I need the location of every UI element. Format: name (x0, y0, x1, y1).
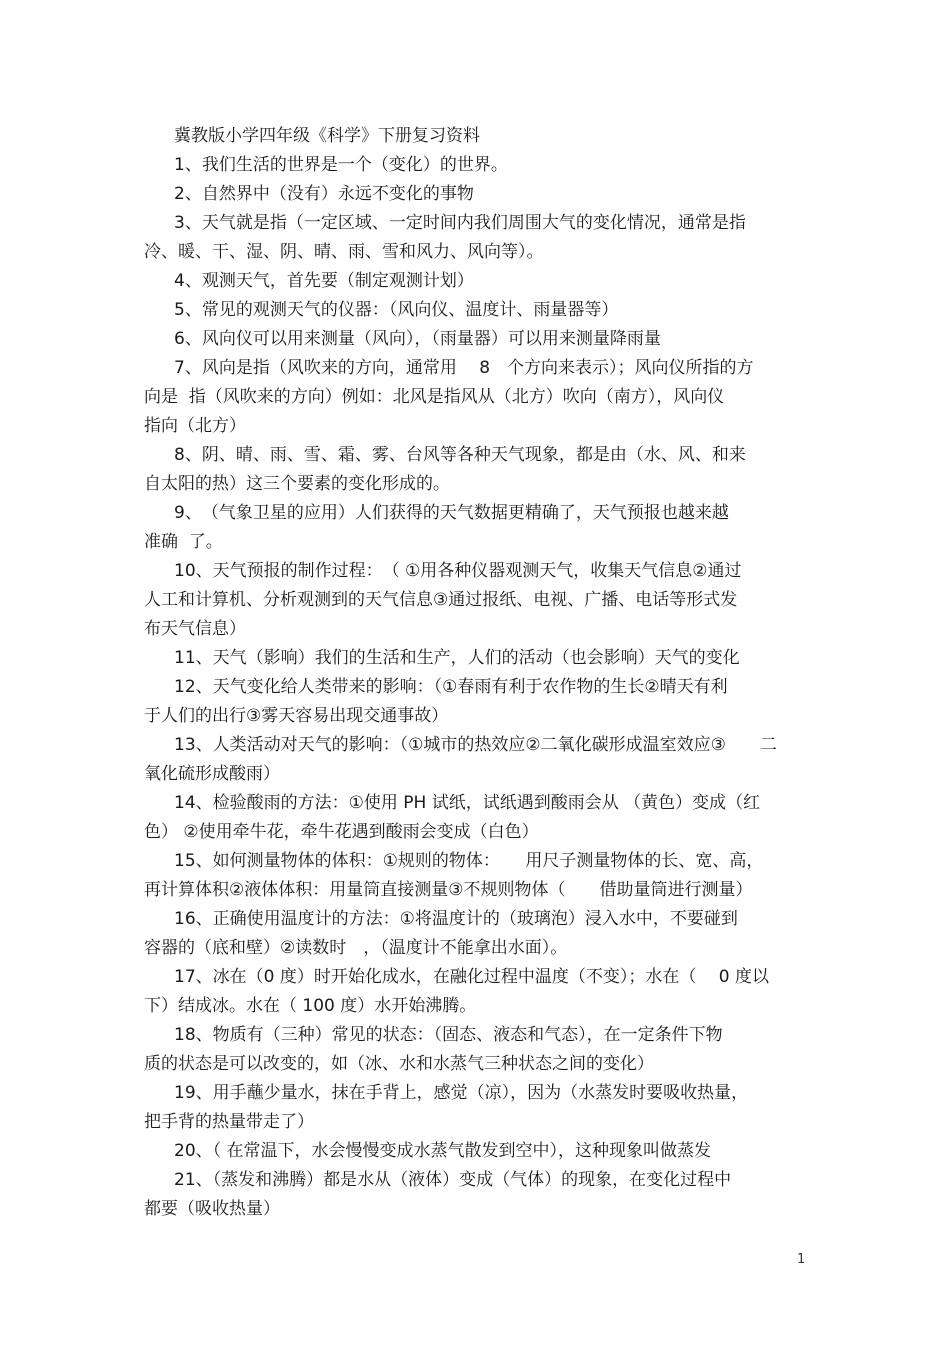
paragraph-line: 17、冰在（0 度）时开始化成水，在融化过程中温度（不变）；水在（ 0 度以 (174, 967, 769, 987)
paragraph-line: 布天气信息） (144, 619, 246, 639)
paragraph (144, 1079, 806, 1137)
paragraph-line: 于人们的出行③雾天容易出现交通事故） (144, 706, 449, 726)
paragraph (144, 325, 806, 354)
paragraph (144, 151, 806, 180)
paragraph-line: 质的状态是可以改变的，如（冰、水和水蒸气三种状态之间的变化） (144, 1054, 654, 1074)
paragraph-line: 氧化硫形成酸雨） (144, 764, 280, 784)
paragraph (144, 267, 806, 296)
paragraph-line: 11、天气（影响）我们的生活和生产，人们的活动（也会影响）天气的变化 (174, 648, 740, 668)
paragraph (144, 847, 806, 905)
paragraph-line: 18、物质有（三种）常见的状态：（固态、液态和气态），在一定条件下物 (174, 1025, 723, 1045)
paragraph-line: 人工和计算机、分析观测到的天气信息③通过报纸、电视、广播、电话等形式发 (144, 590, 738, 610)
paragraph-line: 把手背的热量带走了） (144, 1112, 314, 1132)
paragraph-line: 10、天气预报的制作过程： （ ①用各种仪器观测天气，收集天气信息②通过 (174, 561, 742, 581)
document-title: 冀教版小学四年级《科学》下册复习资料 (174, 126, 480, 146)
paragraph-line: 2、自然界中（没有）永远不变化的事物 (174, 184, 474, 204)
paragraph-line: 12、天气变化给人类带来的影响：（①春雨有利于农作物的生长②晴天有利 (174, 677, 728, 697)
paragraph-line: 7、风向是指（风吹来的方向，通常用 8 个方向来表示）；风向仪所指的方 (174, 358, 754, 378)
paragraph-line: 8、阴、晴、雨、雪、霜、雾、台风等各种天气现象，都是由（水、风、和来 (174, 445, 746, 465)
paragraph (144, 963, 806, 1021)
paragraph-line: 冷、暖、干、湿、阴、晴、雨、雪和风力、风向等）。 (144, 242, 544, 262)
paragraph (144, 296, 806, 325)
paragraph (144, 557, 806, 644)
page-number: 1 (797, 1252, 806, 1267)
paragraph (144, 1166, 806, 1224)
paragraph-line: 都要（吸收热量） (144, 1199, 280, 1219)
paragraph (144, 905, 806, 963)
paragraph (144, 731, 806, 789)
paragraph-line: 自太阳的热）这三个要素的变化形成的。 (144, 474, 450, 494)
paragraph-line: 容器的（底和壁）②读数时 ，（温度计不能拿出水面）。 (144, 938, 568, 958)
paragraph-line: 准确 了。 (144, 532, 223, 552)
paragraph-line: 下）结成冰。水在（ 100 度）水开始沸腾。 (144, 996, 477, 1016)
paragraph-line: 19、用手蘸少量水，抹在手背上，感觉（凉），因为（水蒸发时要吸收热量， (174, 1083, 749, 1103)
paragraph-line: 15、如何测量物体的体积：①规则的物体： 用尺子测量物体的长、宽、高， (174, 851, 764, 871)
paragraph-line: 14、检验酸雨的方法：①使用 PH 试纸，试纸遇到酸雨会从 （黄色）变成（红 (174, 793, 761, 813)
paragraph (144, 209, 806, 267)
paragraph-list (144, 151, 806, 1224)
paragraph-line: 13、人类活动对天气的影响：（①城市的热效应②二氧化碳形成温室效应③ 二 (174, 735, 777, 755)
paragraph (144, 1021, 806, 1079)
paragraph-line: 3、天气就是指（一定区域、一定时间内我们周围大气的变化情况，通常是指 (174, 213, 746, 233)
paragraph-line: 向是 指（风吹来的方向）例如：北风是指风从（北方）吹向（南方），风向仪 (144, 387, 725, 407)
paragraph-line: 1、我们生活的世界是一个（变化）的世界。 (174, 155, 508, 175)
paragraph-line: 再计算体积②液体体积：用量筒直接测量③不规则物体（ 借助量筒进行测量） (144, 880, 753, 900)
paragraph (144, 1137, 806, 1166)
paragraph (144, 789, 806, 847)
paragraph-line: 指向（北方） (144, 416, 246, 436)
paragraph (144, 441, 806, 499)
paragraph-line: 色） ②使用牵牛花，牵牛花遇到酸雨会变成（白色） (144, 822, 539, 842)
paragraph-line: 16、正确使用温度计的方法：①将温度计的（玻璃泡）浸入水中，不要碰到 (174, 909, 738, 929)
paragraph (144, 644, 806, 673)
paragraph (144, 354, 806, 441)
paragraph (144, 499, 806, 557)
paragraph-line: 21、（蒸发和沸腾）都是水从（液体）变成（气体）的现象，在变化过程中 (174, 1170, 732, 1190)
paragraph-line: 9、 （气象卫星的应用）人们获得的天气数据更精确了，天气预报也越来越 (174, 503, 729, 523)
document-body (144, 122, 806, 1224)
paragraph-line: 4、观测天气，首先要（制定观测计划） (174, 271, 474, 291)
paragraph (144, 673, 806, 731)
paragraph-line: 5、常见的观测天气的仪器：（风向仪、温度计、雨量器等） (174, 300, 619, 320)
paragraph-line: 6、风向仪可以用来测量（风向），（雨量器）可以用来测量降雨量 (174, 329, 661, 349)
paragraph (144, 180, 806, 209)
paragraph-line: 20、（ 在常温下，水会慢慢变成水蒸气散发到空中），这种现象叫做蒸发 (174, 1141, 712, 1161)
